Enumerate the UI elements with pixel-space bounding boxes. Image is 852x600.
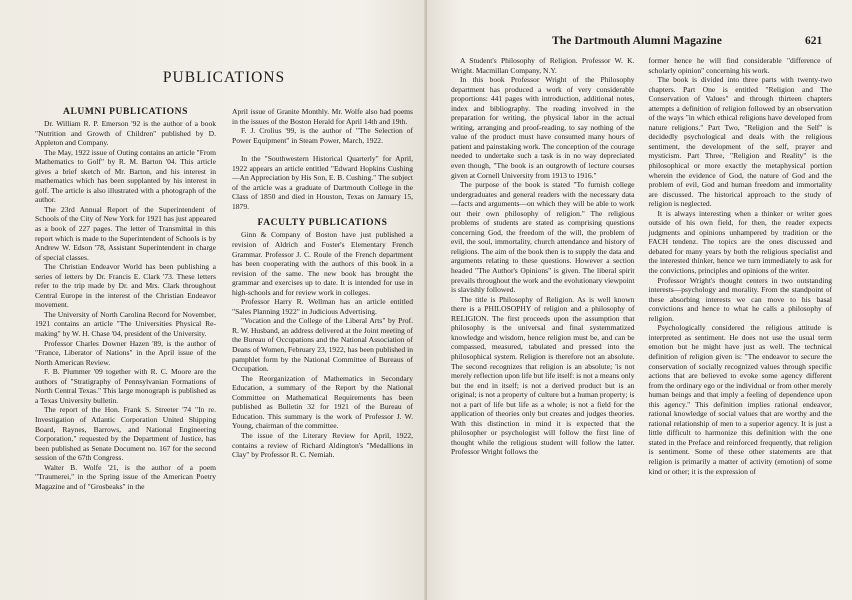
right-page (427, 0, 852, 600)
paragraph: F. B. Plummer '09 together with R. C. Moore are the authors of "Stratigraphy of Pennsylvanian Formations of North Central Texas." This large monograph is published as a Texas University bulletin. (35, 367, 216, 405)
paragraph: former hence he will find considerable "difference of scholarly opinion" concerning his work. (648, 56, 832, 75)
paragraph: April issue of Granite Monthly. Mr. Wolfe also had poems in the issues of the Boston Herald for April 14th and 19th. (232, 107, 413, 126)
paragraph: It is always interesting when a thinker or writer goes outside of his own field, for then, the reader expects judgments and opinions unhampered by tradition or the FACH tendenz. The topics are the ones discussed and debated for many years by both the religious specialist and the interested thinker, hence we turn immediately to ask for the convictions, principles and opinions of the writer. (648, 208, 832, 276)
left-column-1 (35, 107, 216, 491)
paragraph: The 23rd Annual Report of the Superintendent of Schools of the City of New York for 1921 has just appeared as a book of 227 pages. The letter of Transmittal in this report which is made to the Superintendent of Schools is by Andrew W. Edson '78, Assistant Superintendent in charge of special classes. (35, 204, 216, 262)
paragraph: Professor Charles Downer Hazen '89, is the author of "France, Liberator of Nations" in the April issue of the North American Review. (35, 338, 216, 367)
running-head: The Dartmouth Alumni Magazine (552, 35, 722, 47)
paragraph: Psychologically considered the religious attitude is interpreted as sentiment. He does not use the usual term emotion but he might have just as well. The technical definition of religion given is: "The endeavor to secure the conservation of socially recognized values through specific actions that are believed to evoke some agency different from the ordinary ego or the individual or from other merely human beings and that imply a feeling of dependence upon this agency." This definition implies rational endeavor, rational knowledge of social values that are worthy and the rational relationship of men to a superior agency. It is just a little difficult to harmonize this definition with the one stated in the Preface and reinforced frequently, that religion is sentiment. Some of these other statements are that religion is primarily a matter of activity (emotion) of some kind or other; it is the expression of (648, 323, 832, 476)
page-number: 621 (805, 35, 823, 47)
paragraph: Ginn & Company of Boston have just published a revision of Aldrich and Foster's Elementary French Grammar. Professor J. C. Roule of the French department has been cooperating with the authors of this book in a revision of the same. The new book has brought the grammar and exercises up to date. It is intended for use in high-schools and for review work in colleges. (232, 230, 413, 297)
paragraph: Dr. William R. P. Emerson '92 is the author of a book "Nutrition and Growth of Children" published by D. Appleton and Company. (35, 119, 216, 148)
paragraph: The issue of the Literary Review for April, 1922, contains a review of Richard Aldington's "Medallions in Clay" by Professor R. C. Nemiah. (232, 430, 413, 460)
right-column-2 (649, 56, 833, 476)
paragraph: The report of the Hon. Frank S. Streeter '74 "In re. Investigation of Atlantic Corporation United Shipping Board, Raynes, Barrows, and National Engineering Corporation," requested by the Department of Justice, has been published as Senate Document no. 167 for the second session of the 67th Congress. (35, 405, 216, 463)
left-column-2 (232, 107, 413, 491)
paragraph: The May, 1922 issue of Outing contains an article "From Mathematics to Golf" by R. M. Barton '04. This article gives a brief sketch of Mr. Barton, and his interest in mathematics which has been supplanted by his interest in golf. The article is also illustrated with a photograph of the author. (35, 147, 216, 205)
paragraph: In this book Professor Wright of the Philosophy department has produced a work of very considerable proportions: 441 pages with introduction, additional notes, index and bibliography. The reading involved in the preparation for writing, the physical labor in the actual writing, arranging and proof-reading, to say nothing of the value of the product must have consumed many hours of patient and painstaking work. The conception of the courage needed to undertake such a task is in no way depreciated even though, "The book is an outgrowth of lecture courses given at Cornell University from 1913 to 1916." (451, 75, 635, 180)
paragraph: Walter B. Wolfe '21, is the author of a poem "Traumerei," in the Spring issue of the American Poetry Magazine and of "Grosbeaks" in the (35, 462, 216, 491)
paragraph: "Vocation and the College of the Liberal Arts" by Prof. R. W. Husband, an address delivered at the Joint meeting of the Bureau of Occupations and the National Association of Deans of Women, February 23, 1922, has been published in pamphlet form by the National Committee of Bureaus of Occupation. (232, 316, 413, 374)
paragraph: The book is divided into three parts with twenty-two chapters. Part One is entitled "Religion and The Conservation of Values" and through thirteen chapters attempts a definition of religion followed by an observation of the ways "in which ethical religions have developed from nature religions." Part Two, "Religion and the Self" is decidedly psychological and deals with the religious sentiment, the development of the self, prayer and mysticism. Part Three, "Religion and Reality" is the philosophical or more exactly the metaphysical portion wherein the evidence of God, the nature of God and the problem of evil, God and human freedom and immortality are discussed. The historical approach to the study of religion is neglected. (648, 75, 832, 209)
paragraph: In the "Southwestern Historical Quarterly" for April, 1922 appears an article entitled "Edward Hopkins Cushing—An Appreciation by His Son, E. B. Cushing." The subject of the article was a graduate of Dartmouth College in the Class of 1850 and died in Houston, Texas on January 15, 1879. (232, 154, 413, 211)
faculty-publications-heading: FACULTY PUBLICATIONS (257, 218, 388, 229)
right-column-1 (451, 56, 635, 476)
left-columns (35, 107, 413, 491)
paragraph: F. J. Crolius '99, is the author of "The Selection of Power Equipment" in Steam Power, March, 1922. (232, 126, 413, 145)
paragraph: The University of North Carolina Record for November, 1921 contains an article "The Universities Physical Re-making" by W. H. Chase '04, president of the University. (35, 309, 216, 339)
paragraph: The title is Philosophy of Religion. As is well known there is a PHILOSOPHY of religion and a philosophy of RELIGION. The first proceeds upon the assumption that philosophy is the universal and final systemmatized knowledge and wisdom, hence religion must be, and can be compassed, measured, tabulated and pressed into the philosophical system. Religion is therefore not an absolute. The second recognizes that religion is an absolute; 'is not merely reflection upon life but life itself: is not a means only but the end in itself; is not a derived product but is an original; is not a property of culture but a human property; is not a part of life but life as a whole; is not a field for the application of theories only but creates and judges theories. With this distinction in mind it is expected that the philosopher or psychologist will follow the first line of thought while the religious student will follow the latter. Professor Wright follows the (451, 294, 635, 457)
right-columns (451, 56, 832, 476)
paragraph: The purpose of the book is stated "To furnish college undergraduates and general readers with the necessary data—facts and arguments—on which they will be able to work out their own philosophy of religion." The religious problems of students are stated as comprising questions concerning God, the freedom of the will, the problem of evil, the soul, immortality, church attendance and history of religions. The aim of the book then is to supply the data and arguments relating to these questions. However a section headed "The Author's Opinions" is given. The liberal spirit prevails throughout the work and the evolutionary viewpoint is slavishly followed. (451, 180, 635, 295)
paragraph: Professor Wright's thought centers in two outstanding interests—psychology and morality. From the standpoint of these absorbing interests we can move to his basal convictions and hence to what he calls a philosophy of religion. (648, 275, 832, 323)
paragraph: A Student's Philosophy of Religion. Professor W. K. Wright. Macmillan Company, N.Y. (451, 56, 635, 75)
alumni-publications-heading: ALUMNI PUBLICATIONS (63, 107, 188, 117)
page-title: PUBLICATIONS (162, 69, 286, 86)
paragraph: Professor Harry R. Wellman has an article entitled "Sales Planning 1922" in Judicious Advertising. (232, 297, 413, 316)
paragraph: The Reorganization of Mathematics in Secondary Education, a summary of the Report by the National Committee on Mathematical Requirements has been published as Bulletin 32 for 1921 of the Bureau of Education. This summary is the work of Professor J. W. Young, chairman of the committee. (232, 373, 413, 431)
paragraph: The Christian Endeavor World has been publishing a series of letters by Dr. Francis E. Clark '73. These letters refer to the trip made by Dr. and Mrs. Clark throughout Central Europe in the interest of the Christian Endeavor movement. (35, 262, 216, 310)
